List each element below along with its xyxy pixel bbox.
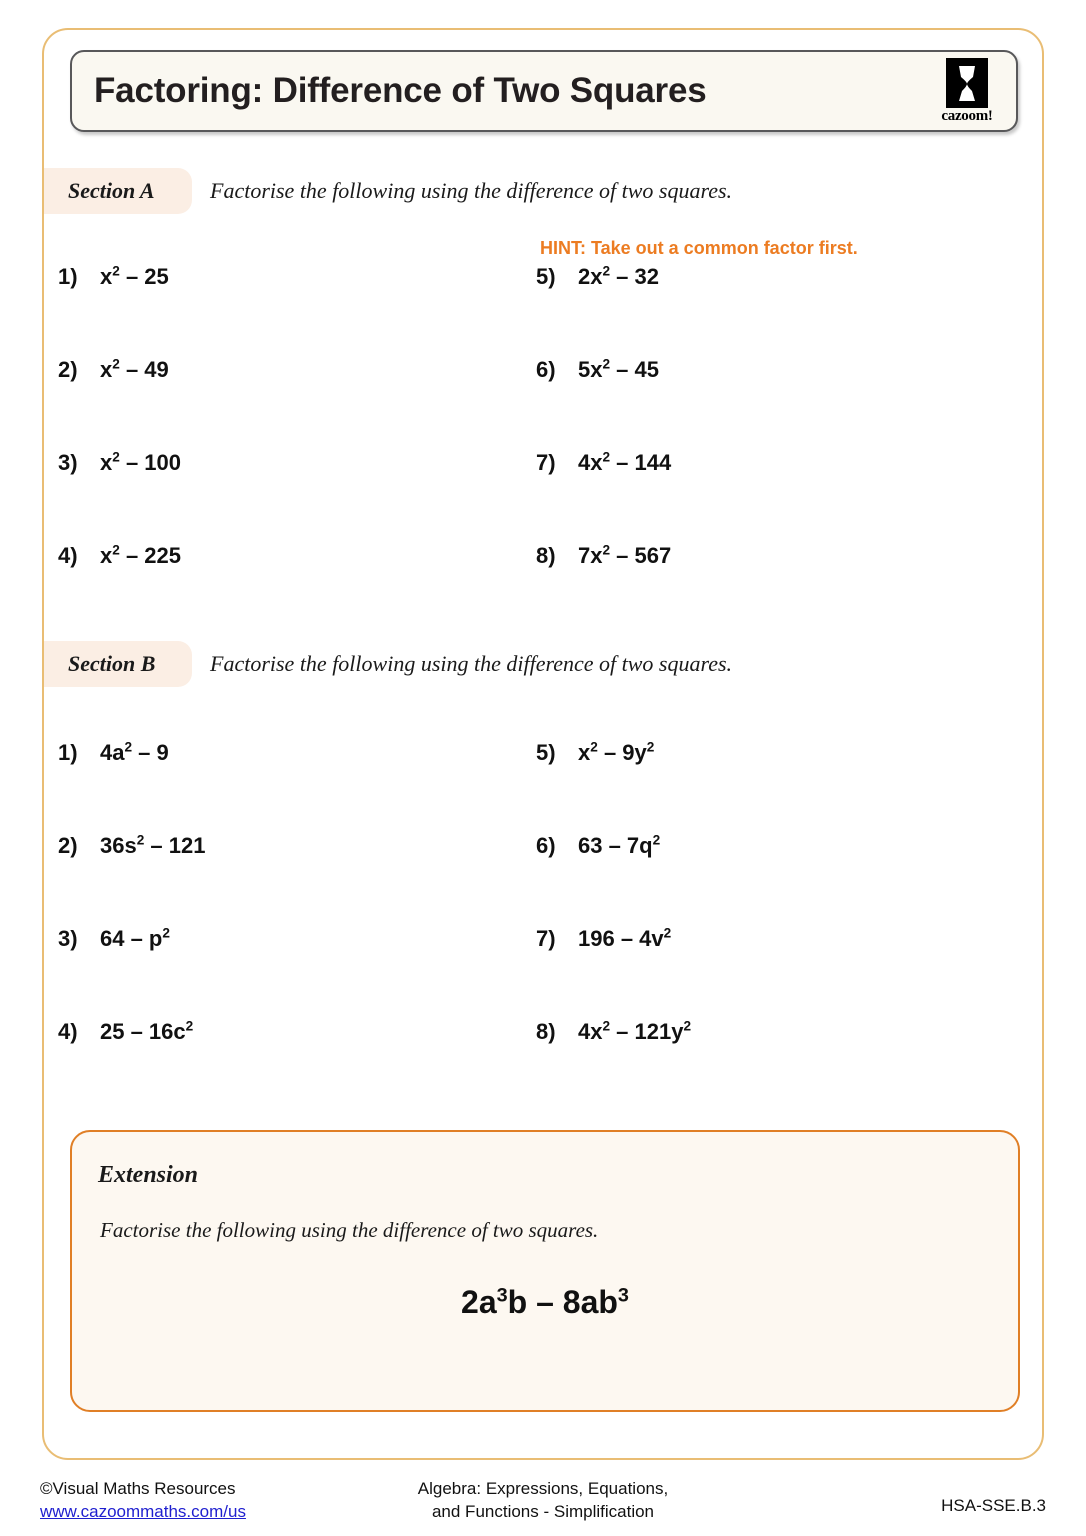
- question-b4: [58, 1019, 193, 1045]
- page-footer: [0, 1478, 1086, 1536]
- section-b-label: Section B: [68, 651, 156, 676]
- question-b3-expression: $64 - p^2$: [100, 925, 170, 951]
- section-b-header: [44, 641, 732, 687]
- question-a3-number: 3): [58, 450, 78, 475]
- footer-topic-line1: Algebra: Expressions, Equations,: [417, 1479, 669, 1498]
- question-b3-number: 3): [58, 926, 78, 951]
- question-a7-number: 7): [536, 450, 556, 475]
- section-b-instruction: Factorise the following using the difference of two squares.: [210, 651, 733, 676]
- question-a6-expression: $5x^2 - 45$: [578, 356, 659, 382]
- question-a1: [58, 264, 169, 290]
- worksheet-title-bar: [70, 50, 1018, 132]
- question-b7-number: 7): [536, 926, 556, 951]
- question-a4-expression: $x^2 - 225$: [100, 542, 181, 568]
- question-a1-expression: $x^2 - 25$: [100, 263, 169, 289]
- question-b3: [58, 926, 170, 952]
- question-b2-number: 2): [58, 833, 78, 858]
- question-a3: [58, 450, 181, 476]
- footer-copyright: ©Visual Maths Resources: [40, 1479, 236, 1498]
- question-a3-expression: $x^2 - 100$: [100, 449, 181, 475]
- section-a-label: Section A: [68, 178, 155, 203]
- question-b8-expression: $4x^2 - 121y^2$: [578, 1018, 692, 1044]
- cazoom-logo: [936, 58, 998, 124]
- question-a6: [536, 357, 659, 383]
- section-a-instruction: Factorise the following using the difference of two squares.: [210, 178, 733, 203]
- question-b7-expression: $196 - 4v^2$: [578, 925, 672, 951]
- footer-topic: [0, 1478, 1086, 1524]
- question-b4-expression: $25 - 16c^2$: [100, 1018, 194, 1044]
- question-b1-expression: $4a^2 - 9$: [100, 739, 169, 765]
- question-b2-expression: $36s^2 - 121$: [100, 832, 206, 858]
- question-a5-number: 5): [536, 264, 556, 289]
- question-a1-number: 1): [58, 264, 78, 289]
- question-b5: [536, 740, 654, 766]
- question-b8: [536, 1019, 691, 1045]
- question-a5-expression: $2x^2 - 32$: [578, 263, 659, 289]
- cazoom-wordmark: cazoom!: [941, 108, 993, 124]
- question-b8-number: 8): [536, 1019, 556, 1044]
- section-a-hint: HINT: Take out a common factor first.: [540, 238, 858, 258]
- extension-title: Extension: [98, 1162, 199, 1188]
- footer-website-link[interactable]: www.cazoommaths.com/us: [40, 1501, 246, 1521]
- footer-standard-code: HSA-SSE.B.3: [941, 1496, 1046, 1515]
- extension-expression: $2a^3b - 8ab^3$: [461, 1284, 629, 1320]
- section-a-badge: [44, 168, 192, 214]
- question-a8-expression: $7x^2 - 567$: [578, 542, 672, 568]
- extension-instruction: Factorise the following using the difference of two squares.: [100, 1218, 599, 1242]
- question-a2-number: 2): [58, 357, 78, 382]
- question-b6-expression: $63 - 7q^2$: [578, 832, 661, 858]
- extension-box: [70, 1130, 1020, 1412]
- question-a8: [536, 543, 671, 569]
- question-a4-number: 4): [58, 543, 78, 568]
- question-a4: [58, 543, 181, 569]
- question-a7: [536, 450, 671, 476]
- question-b7: [536, 926, 671, 952]
- question-a7-expression: $4x^2 - 144$: [578, 449, 672, 475]
- footer-topic-line2: and Functions - Simplification: [431, 1501, 655, 1521]
- section-a-header: [44, 168, 732, 214]
- question-b4-number: 4): [58, 1019, 78, 1044]
- question-b5-number: 5): [536, 740, 556, 765]
- question-a6-number: 6): [536, 357, 556, 382]
- question-b6-number: 6): [536, 833, 556, 858]
- question-a8-number: 8): [536, 543, 556, 568]
- question-a2-expression: $x^2 - 49$: [100, 356, 169, 382]
- section-b-badge: [44, 641, 192, 687]
- question-b2: [58, 833, 205, 859]
- question-a2: [58, 357, 169, 383]
- page-title: Factoring: Difference of Two Squares: [94, 71, 707, 110]
- question-b6: [536, 833, 660, 859]
- question-a5: [536, 264, 659, 290]
- cazoom-vase-icon: [946, 58, 988, 108]
- question-b1-number: 1): [58, 740, 78, 765]
- question-b5-expression: $x^2 - 9y^2$: [578, 739, 655, 765]
- question-b1: [58, 740, 169, 766]
